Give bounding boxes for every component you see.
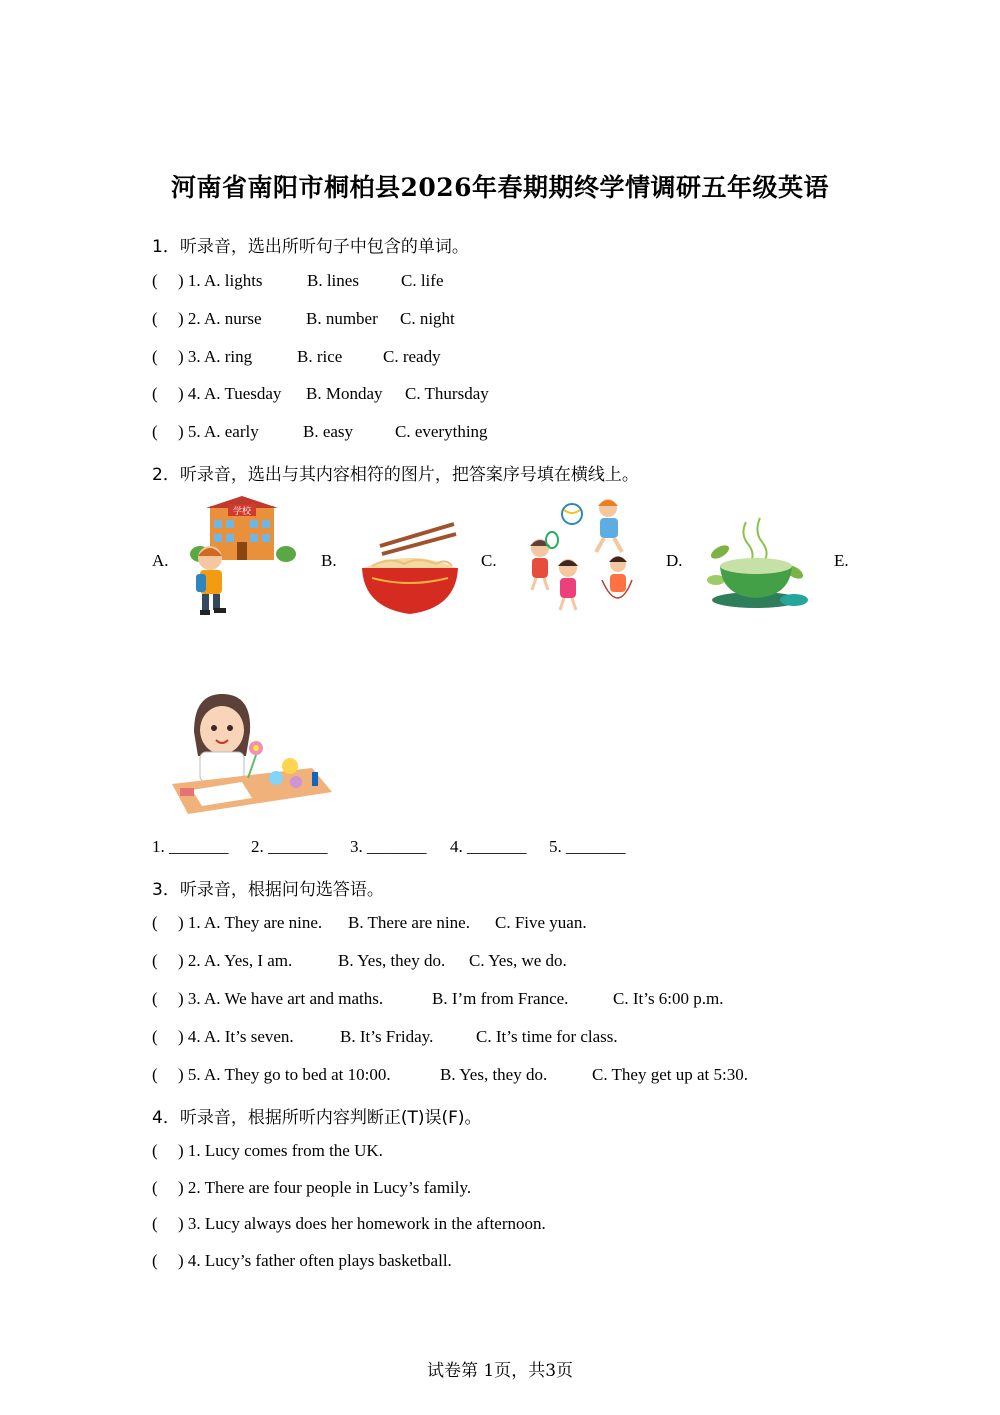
page-footer: 试卷第 1页，共3页 xyxy=(426,1361,574,1381)
paren: ( xyxy=(152,1027,158,1046)
paren: ( xyxy=(152,271,158,290)
school-sign-text: 学校 xyxy=(232,507,252,517)
section3-heading: 3．听录音，根据问句选答语。 xyxy=(152,880,384,900)
statement: ) 4. Lucy’s father often plays basketball. xyxy=(178,1251,452,1270)
option-a: ) 4. A. Tuesday xyxy=(178,384,282,403)
blank-3[interactable]: 3. _______ xyxy=(350,837,427,856)
paren: ( xyxy=(152,347,158,366)
section2-heading: 2．听录音，选出与其内容相符的图片，把答案序号填在横线上。 xyxy=(152,465,639,485)
paren: ( xyxy=(152,1065,158,1084)
section1-heading: 1．听录音，选出所听句子中包含的单词。 xyxy=(152,237,469,257)
option-a: ) 2. A. nurse xyxy=(178,309,262,328)
option-c: C. everything xyxy=(395,422,488,441)
school-boy-picture xyxy=(188,496,298,618)
option-c: C. It’s 6:00 p.m. xyxy=(613,989,724,1008)
option-c: C. It’s time for class. xyxy=(476,1027,618,1046)
option-c: C. Thursday xyxy=(405,384,489,403)
option-a: ) 2. A. Yes, I am. xyxy=(178,951,293,970)
option-a: ) 1. A. They are nine. xyxy=(178,913,323,932)
picture-label-a: A. xyxy=(152,551,169,570)
option-b: B. number xyxy=(306,309,378,328)
option-a: ) 5. A. early xyxy=(178,422,259,441)
option-b: B. It’s Friday. xyxy=(340,1027,434,1046)
option-b: B. Monday xyxy=(306,384,383,403)
picture-label-e: E. xyxy=(834,551,849,570)
option-b: B. There are nine. xyxy=(348,913,470,932)
picture-label-b: B. xyxy=(321,551,337,570)
paren: ( xyxy=(152,1141,158,1160)
option-c: C. Five yuan. xyxy=(495,913,587,932)
option-b: B. I’m from France. xyxy=(432,989,569,1008)
blank-1[interactable]: 1. _______ xyxy=(152,837,229,856)
kids-playing-picture xyxy=(518,496,634,616)
option-a: ) 1. A. lights xyxy=(178,271,263,290)
paren: ( xyxy=(152,989,158,1008)
blank-4[interactable]: 4. _______ xyxy=(450,837,527,856)
option-a: ) 3. A. ring xyxy=(178,347,253,366)
statement: ) 3. Lucy always does her homework in the afternoon. xyxy=(178,1214,546,1233)
picture-label-d: D. xyxy=(666,551,683,570)
noodles-picture xyxy=(360,518,460,618)
option-b: B. rice xyxy=(297,347,343,366)
paren: ( xyxy=(152,951,158,970)
craft-girl-picture xyxy=(172,692,332,814)
paren: ( xyxy=(152,913,158,932)
option-c: C. life xyxy=(401,271,444,290)
blank-5[interactable]: 5. _______ xyxy=(549,837,626,856)
blank-2[interactable]: 2. _______ xyxy=(251,837,328,856)
option-c: C. Yes, we do. xyxy=(469,951,567,970)
picture-label-c: C. xyxy=(481,551,497,570)
paren: ( xyxy=(152,384,158,403)
option-c: C. ready xyxy=(383,347,441,366)
option-a: ) 3. A. We have art and maths. xyxy=(178,989,384,1008)
option-b: B. Yes, they do. xyxy=(338,951,446,970)
statement: ) 2. There are four people in Lucy’s family. xyxy=(178,1178,472,1197)
paren: ( xyxy=(152,1214,158,1233)
option-a: ) 5. A. They go to bed at 10:00. xyxy=(178,1065,391,1084)
option-a: ) 4. A. It’s seven. xyxy=(178,1027,294,1046)
paren: ( xyxy=(152,309,158,328)
green-tea-picture xyxy=(706,516,810,612)
page-title: 河南省南阳市桐柏县2026年春期期终学情调研五年级英语 xyxy=(170,173,830,202)
paren: ( xyxy=(152,1178,158,1197)
paren: ( xyxy=(152,1251,158,1270)
paren: ( xyxy=(152,422,158,441)
statement: ) 1. Lucy comes from the UK. xyxy=(178,1141,383,1160)
option-c: C. night xyxy=(400,309,455,328)
option-b: B. Yes, they do. xyxy=(440,1065,548,1084)
option-c: C. They get up at 5:30. xyxy=(592,1065,748,1084)
option-b: B. easy xyxy=(303,422,354,441)
section4-heading: 4．听录音，根据所听内容判断正(T)误(F)。 xyxy=(152,1108,482,1128)
option-b: B. lines xyxy=(307,271,359,290)
